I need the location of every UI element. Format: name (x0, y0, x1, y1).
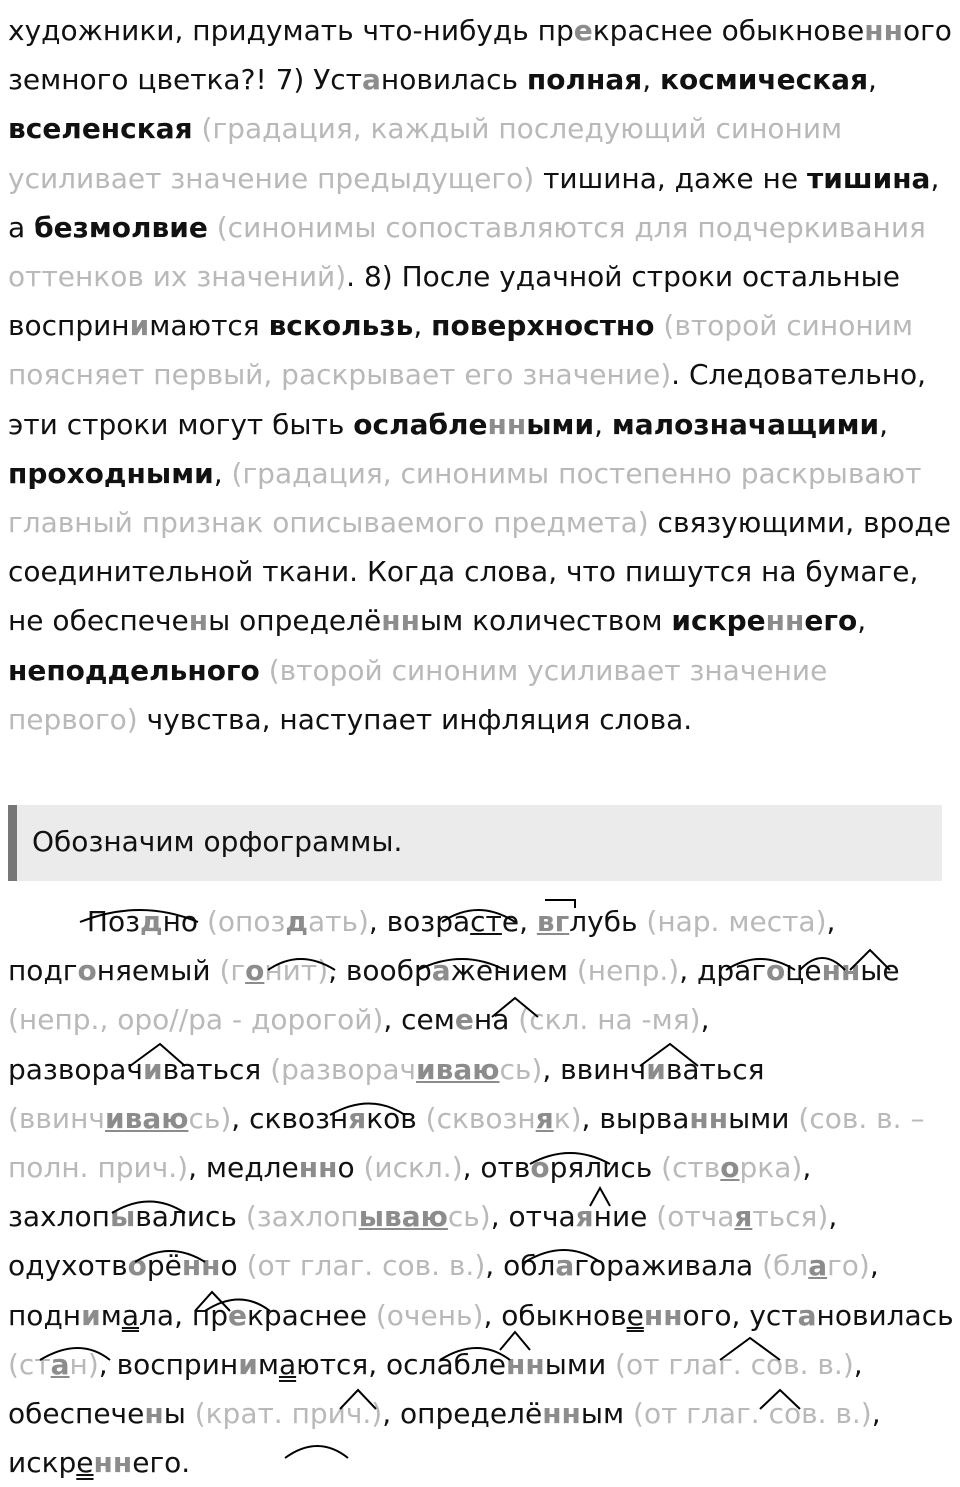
text-segment: , (413, 309, 432, 343)
text-segment: нн (93, 1446, 133, 1480)
text-segment: , захлоп (8, 1151, 812, 1234)
text-segment: го) (827, 1249, 870, 1283)
text-segment: о (127, 1249, 147, 1283)
text-segment: ым количеством (419, 604, 672, 638)
text-segment: нн (506, 1347, 545, 1381)
text-segment: к) (553, 1101, 582, 1135)
text-segment: краснее (246, 1298, 376, 1332)
text-segment: нн (542, 1397, 581, 1431)
text-segment: е (626, 1298, 644, 1332)
text-segment: (градация, синонимы постепенно раскрывают главный признак описываемого предмета) (8, 456, 922, 540)
text-segment: художники, придумать что-нибудь пр (8, 14, 574, 47)
text-segment (260, 654, 269, 687)
text-segment: д (139, 905, 163, 938)
text-segment: , обл (485, 1249, 556, 1283)
text-segment: и (238, 1347, 258, 1381)
text-segment: о (220, 1249, 247, 1283)
text-segment: , сквозн (231, 1101, 349, 1135)
text-segment: о (77, 954, 97, 988)
text-segment: (нар. места) (646, 905, 827, 938)
text-segment: д (285, 905, 308, 938)
text-segment: иваю (104, 1101, 189, 1135)
text-segment: полная (526, 63, 643, 97)
text-segment: искре (671, 604, 766, 638)
text-segment: ы (109, 1200, 136, 1234)
text-segment: (ст (8, 1347, 51, 1381)
text-segment: гораживала (574, 1249, 763, 1283)
text-segment: маются (149, 309, 269, 343)
text-segment: е (76, 1446, 94, 1480)
note-text: Обозначим орфограммы. (32, 825, 403, 858)
text-segment: , подн (8, 1249, 879, 1332)
text-segment: , восприн (98, 1347, 239, 1381)
text-segment: ого земного цветка?! 7) Уст (8, 14, 952, 97)
text-segment: ваться (162, 1052, 271, 1086)
text-segment: а (797, 1298, 817, 1332)
text-segment: ы определё (208, 604, 382, 638)
text-segment: сь) (499, 1052, 543, 1086)
text-segment: , возра (368, 905, 471, 938)
text-segment (208, 211, 217, 244)
text-segment: тишина, даже не (534, 161, 807, 195)
text-segment: ыми (526, 407, 595, 441)
text-segment: ться) (752, 1200, 829, 1234)
text-segment: , отв (462, 1151, 531, 1185)
text-segment: , обыкнов (483, 1298, 627, 1332)
text-segment: , определё (382, 1397, 543, 1431)
text-segment (193, 112, 202, 145)
text-segment: о (720, 1151, 740, 1185)
text-segment: (ввинч (8, 1101, 105, 1135)
text-segment: , (213, 456, 232, 490)
text-segment: его. (132, 1446, 191, 1480)
text-segment: а (361, 63, 381, 97)
text-segment: , (879, 407, 889, 441)
note-box (8, 805, 942, 881)
text-segment: Поз (86, 905, 140, 938)
text-segment: ослабле (353, 407, 488, 441)
text-segment: (опоз (206, 905, 286, 938)
text-segment: м (100, 1298, 122, 1332)
text-segment: я (535, 1101, 554, 1135)
text-segment: проходными (8, 456, 214, 490)
text-segment: нн (181, 1249, 221, 1283)
text-segment: няемый (96, 954, 220, 988)
text-segment: (от глаг. сов. в.) (633, 1397, 872, 1431)
text-segment: (от глаг. сов. в.) (246, 1249, 486, 1283)
text-segment: , сем (383, 1003, 455, 1037)
text-segment: (сквозн (425, 1101, 536, 1135)
text-segment: нн (821, 954, 861, 988)
text-segment: . Следовательно, эти строки могут быть (8, 358, 927, 441)
text-segment: малозначащими (611, 407, 880, 441)
text-segment: ков (366, 1101, 426, 1135)
text-segment: (г (219, 954, 246, 988)
text-segment: (ств (661, 1151, 721, 1185)
text-segment: (от глаг. сов. в.) (615, 1347, 854, 1381)
text-segment: , одухотв (8, 1200, 838, 1283)
text-segment: лубь (569, 905, 647, 938)
text-segment: (разворач (270, 1052, 417, 1086)
text-segment: ываю (358, 1200, 448, 1234)
text-segment: и (81, 1298, 101, 1332)
text-segment: , медле (188, 1151, 299, 1185)
text-segment: е (227, 1298, 247, 1332)
text-segment: , вообр (328, 954, 432, 988)
text-segment: вскользь (268, 309, 414, 343)
text-segment: , вырва (581, 1101, 690, 1135)
text-segment: (синонимы сопоставляются для подчеркивания оттенков их значений) (8, 210, 926, 294)
text-segment: вселенская (8, 112, 193, 146)
text-segment: а (431, 954, 451, 988)
text-segment: а (50, 1347, 70, 1381)
text-segment: (захлоп (245, 1200, 359, 1234)
text-paragraph-analysis (8, 6, 954, 744)
text-segment: краснее обыкнове (592, 14, 865, 47)
text-segment: поверхностно (431, 309, 655, 343)
text-segment: тишина (806, 161, 931, 195)
text-segment: а (555, 1249, 575, 1283)
text-segment: , отча (490, 1200, 576, 1234)
text-segment: неподдельного (8, 653, 260, 687)
text-segment: его (804, 604, 858, 638)
text-segment: (градация, каждый последующий синоним усиливает значение предыдущего) (8, 112, 843, 195)
text-segment: ыми (544, 1347, 616, 1381)
text-segment: о (245, 954, 265, 988)
text-segment: о (530, 1151, 550, 1185)
text-segment: н) (69, 1347, 99, 1381)
text-segment: (непр., оро//ра - дорогой) (8, 1003, 384, 1037)
text-segment: , (594, 407, 612, 441)
text-paragraph-orthograms (8, 897, 954, 1487)
text-segment: е, (501, 905, 537, 938)
text-segment: (искл.) (363, 1151, 463, 1185)
text-segment: , (857, 604, 867, 638)
text-segment: н (188, 604, 209, 638)
text-segment: нн (765, 604, 805, 638)
text-segment: безмолвие (34, 210, 208, 244)
text-segment: о (337, 1151, 364, 1185)
text-segment: на (473, 1003, 519, 1037)
text-segment: , обеспече (8, 1347, 863, 1431)
text-segment: иваю (416, 1052, 500, 1086)
text-segment: ые (860, 954, 900, 988)
text-segment: , искр (8, 1397, 881, 1480)
text-segment: , (868, 63, 877, 97)
text-segment: я (734, 1200, 753, 1234)
text-segment: , (642, 63, 661, 97)
text-segment: о (766, 954, 786, 988)
text-segment: вались (135, 1200, 246, 1234)
text-segment: , разворач (8, 1003, 710, 1086)
text-segment: (отча (656, 1200, 735, 1234)
text-segment: нн (864, 14, 903, 47)
text-segment: ать) (307, 905, 369, 938)
text-segment: (второй синоним усиливает значение первого) (8, 653, 828, 736)
text-segment: рё (146, 1249, 182, 1283)
text-segment: нн (298, 1151, 338, 1185)
text-segment: (очень) (375, 1298, 484, 1332)
text-segment: вг (536, 905, 570, 938)
text-segment: , подг (8, 905, 836, 988)
text-segment: нит) (264, 954, 329, 988)
text-segment: ние (593, 1200, 657, 1234)
text-segment: ым (580, 1397, 634, 1431)
text-segment: а (121, 1298, 140, 1332)
text-segment: связующими, вроде соединительной ткани. Когда слова, что пишутся на бумаге, не обеспече (8, 506, 952, 638)
text-segment: нн (381, 604, 420, 638)
text-segment: и (142, 1052, 163, 1086)
text-segment: ого, уст (682, 1298, 798, 1332)
text-segment: новилась (816, 1298, 954, 1332)
text-segment: сь) (188, 1101, 232, 1135)
text-segment: , драг (679, 954, 767, 988)
text-segment: , а (8, 161, 940, 244)
text-segment: но (162, 905, 207, 938)
text-segment: рка) (739, 1151, 803, 1185)
text-segment: (крат. прич.) (194, 1397, 383, 1431)
text-segment: а (808, 1249, 828, 1283)
text-segment: ы (163, 1397, 195, 1431)
text-segment: . 8) После удачной строки остальные восприн (8, 260, 901, 343)
text-segment: , ввинч (542, 1052, 647, 1086)
text-segment: жением (450, 954, 577, 988)
text-segment: ст (470, 905, 502, 938)
text-segment: (бл (762, 1249, 809, 1283)
text-segment: и (129, 309, 150, 343)
text-segment: (второй синоним поясняет первый, раскрывает его значение) (8, 309, 913, 392)
text-segment: космическая (660, 63, 869, 97)
text-segment: (сов. в. – полн. прич.) (8, 1101, 925, 1185)
text-segment: рялись (549, 1151, 662, 1185)
text-segment: и (646, 1052, 666, 1086)
text-segment: новилась (380, 63, 527, 97)
text-segment: ла, пр (139, 1298, 228, 1332)
text-segment: (непр.) (576, 954, 680, 988)
text-segment: а (278, 1347, 297, 1381)
text-segment: (скл. на -мя) (518, 1003, 701, 1037)
text-segment: ыми (728, 1101, 799, 1135)
text-segment: е (573, 14, 593, 47)
text-segment: н (144, 1397, 164, 1431)
text-segment: це (785, 954, 822, 988)
text-segment: нн (689, 1101, 729, 1135)
text-segment: м (257, 1347, 279, 1381)
text-segment: ются, ослабле (296, 1347, 507, 1381)
text-segment: е (454, 1003, 474, 1037)
text-segment: нн (643, 1298, 683, 1332)
text-segment: я (348, 1101, 367, 1135)
text-segment: нн (487, 407, 527, 441)
text-segment: ваться (665, 1052, 765, 1086)
text-segment: чувства, наступает инфляция слова. (137, 702, 693, 736)
text-segment: сь) (447, 1200, 491, 1234)
text-segment: я (575, 1200, 594, 1234)
